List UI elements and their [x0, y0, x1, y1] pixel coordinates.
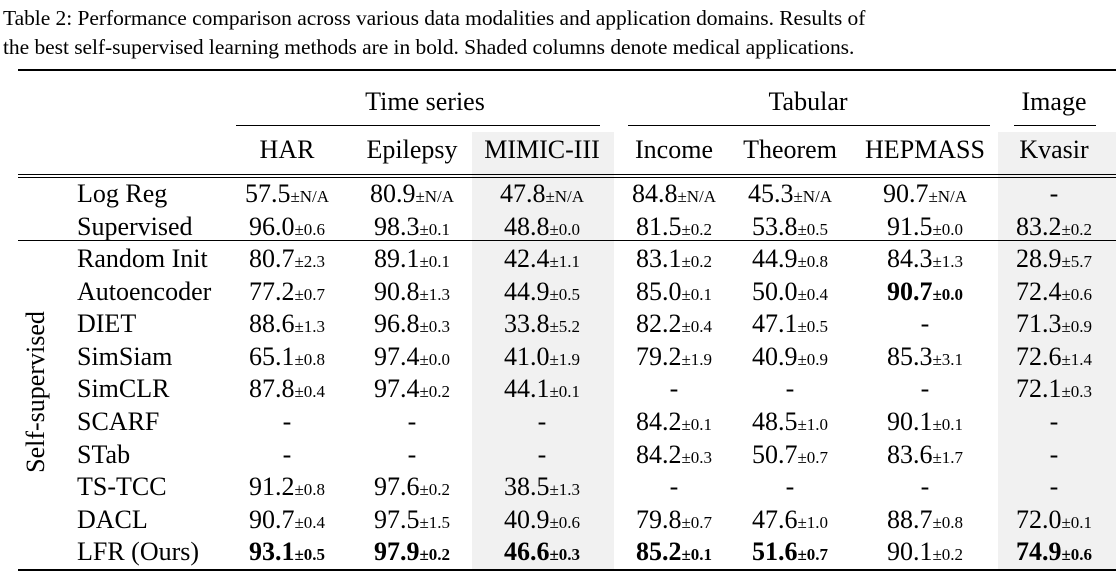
cell-std: ±0.2	[419, 545, 451, 564]
cell-value: -	[407, 407, 417, 436]
table-cell	[636, 243, 712, 278]
cell-std: ±0.3	[419, 317, 451, 336]
table-cell	[887, 341, 963, 376]
cell-value: -	[785, 374, 795, 403]
table-cell	[1050, 406, 1059, 438]
cell-std: ±0.5	[549, 285, 581, 304]
table-cell	[249, 308, 325, 343]
cell-value: 47.6	[751, 505, 798, 534]
table-cell	[408, 439, 417, 471]
table-cell	[374, 243, 450, 278]
table-cell	[249, 471, 325, 506]
table-cell	[887, 536, 963, 571]
cell-value: 79.2	[635, 342, 682, 371]
group-rule-time-series	[236, 125, 600, 126]
table-cell	[504, 536, 580, 571]
table-cell	[504, 211, 580, 246]
cell-std: ±1.3	[932, 252, 964, 271]
cell-std: ±0.7	[797, 448, 829, 467]
table-cell	[636, 439, 712, 474]
table-cell	[752, 276, 828, 311]
cell-std: ±0.1	[549, 382, 581, 401]
cell-value: 88.6	[248, 309, 295, 338]
row-label: Autoencoder	[77, 277, 212, 306]
table-cell	[748, 178, 832, 213]
cell-value: 89.1	[373, 244, 420, 273]
table-cell	[1016, 373, 1092, 408]
table-cell	[752, 439, 828, 474]
column-header-hepmass: HEPMASS	[865, 135, 985, 164]
cell-std: ±0.6	[549, 513, 581, 532]
cell-std: ±0.2	[419, 382, 451, 401]
cell-value: 81.5	[635, 212, 682, 241]
cell-value: -	[407, 440, 417, 469]
table-cell	[374, 504, 450, 539]
cell-value: 82.2	[635, 309, 682, 338]
cell-value: 44.9	[503, 277, 550, 306]
cell-value: -	[1049, 179, 1059, 208]
cell-value: 47.1	[751, 309, 798, 338]
table-cell	[752, 406, 828, 441]
cell-std: ±1.1	[549, 252, 581, 271]
cell-value: 84.2	[635, 440, 682, 469]
table-cell	[786, 373, 795, 405]
column-header-epilepsy: Epilepsy	[366, 135, 458, 164]
cell-value: 83.6	[886, 440, 933, 469]
cell-value: 84.8	[631, 179, 678, 208]
table-cell	[636, 341, 712, 376]
table-cell	[249, 276, 325, 311]
cell-std: ±0.4	[797, 285, 829, 304]
cell-std: ±1.9	[681, 350, 713, 369]
cell-value: -	[669, 472, 679, 501]
cell-std: ±0.4	[294, 382, 326, 401]
cell-value: 44.1	[503, 374, 550, 403]
table-cell	[636, 211, 712, 246]
table-cell	[752, 243, 828, 278]
cell-std: ±0.1	[681, 415, 713, 434]
table-cell	[1016, 341, 1092, 376]
cell-std: ±0.7	[797, 545, 829, 564]
cell-std: ±0.1	[419, 220, 451, 239]
table-cell	[1016, 211, 1092, 246]
cell-std: ±0.2	[419, 480, 451, 499]
cell-std: ±0.0	[419, 350, 451, 369]
table-cell	[1016, 243, 1092, 278]
cell-value: 90.1	[886, 407, 933, 436]
cell-value: 97.4	[373, 342, 420, 371]
cell-value: 28.9	[1015, 244, 1062, 273]
table-cell	[374, 308, 450, 343]
cell-value: 53.8	[751, 212, 798, 241]
cell-value: 91.5	[886, 212, 933, 241]
table-cell	[670, 471, 679, 503]
table-cell	[504, 373, 580, 408]
cell-std: ±1.4	[1061, 350, 1093, 369]
cell-std: ±0.1	[681, 545, 713, 564]
table-cell	[921, 471, 930, 503]
cell-value: 79.8	[635, 505, 682, 534]
table-cell	[887, 276, 963, 311]
cell-std: ±N/A	[290, 187, 330, 206]
cell-value: 85.0	[635, 277, 682, 306]
table-cell	[887, 439, 963, 474]
table-cell	[249, 504, 325, 539]
cell-std: ±0.0	[932, 285, 964, 304]
cell-value: 50.7	[751, 440, 798, 469]
cell-value: 40.9	[751, 342, 798, 371]
group-header-image: Image	[1021, 87, 1087, 116]
table-cell	[245, 178, 329, 213]
column-header-kvasir: Kvasir	[1019, 135, 1089, 164]
cell-std: ±0.9	[1061, 317, 1093, 336]
table-cell	[249, 373, 325, 408]
top-rule	[18, 69, 1116, 71]
cell-value: 47.8	[499, 179, 546, 208]
cell-std: ±0.4	[294, 513, 326, 532]
table-cell	[632, 178, 716, 213]
table-cell	[504, 243, 580, 278]
table-cell	[636, 504, 712, 539]
cell-value: 72.6	[1015, 342, 1062, 371]
cell-std: ±0.7	[681, 513, 713, 532]
cell-value: 98.3	[373, 212, 420, 241]
table-cell	[283, 406, 292, 438]
cell-value: 91.2	[248, 472, 295, 501]
row-label: LFR (Ours)	[77, 537, 200, 566]
cell-value: 51.6	[751, 537, 798, 566]
cell-value: 90.7	[248, 505, 295, 534]
row-label: Log Reg	[77, 179, 168, 208]
cell-value: 90.7	[882, 179, 929, 208]
table-cell	[887, 406, 963, 441]
table-cell	[752, 211, 828, 246]
cell-std: ±0.6	[1061, 545, 1093, 564]
cell-std: ±1.3	[419, 285, 451, 304]
cell-value: 97.4	[373, 374, 420, 403]
cell-std: ±0.6	[1061, 285, 1093, 304]
cell-std: ±N/A	[415, 187, 455, 206]
table-cell	[249, 536, 325, 571]
cell-std: ±1.3	[549, 480, 581, 499]
table-cell	[504, 276, 580, 311]
cell-std: ±0.7	[294, 285, 326, 304]
table-cell	[1050, 178, 1059, 210]
cell-value: -	[785, 472, 795, 501]
table-cell	[283, 439, 292, 471]
cell-std: ±0.8	[932, 513, 964, 532]
table-cell	[504, 471, 580, 506]
table-cell	[921, 373, 930, 405]
cell-value: 84.3	[886, 244, 933, 273]
cell-value: 40.9	[503, 505, 550, 534]
cell-std: ±3.1	[932, 350, 964, 369]
table-cell	[249, 341, 325, 376]
cell-value: 97.6	[373, 472, 420, 501]
cell-std: ±0.5	[797, 220, 829, 239]
cell-value: 45.3	[747, 179, 794, 208]
table-cell	[636, 406, 712, 441]
cell-value: -	[920, 472, 930, 501]
cell-value: 80.9	[369, 179, 416, 208]
cell-value: -	[1049, 407, 1059, 436]
row-label: Random Init	[77, 244, 208, 273]
caption-line-1: Table 2: Performance comparison across various data modalities and application domains. Results of	[3, 6, 866, 30]
cell-value: 87.8	[248, 374, 295, 403]
cell-value: 90.8	[373, 277, 420, 306]
cell-std: ±0.6	[294, 220, 326, 239]
cell-std: ±1.0	[797, 513, 829, 532]
cell-std: ±0.2	[1061, 220, 1093, 239]
group-rule-image	[1014, 125, 1096, 126]
cell-value: 97.5	[373, 505, 420, 534]
table-cell	[374, 471, 450, 506]
cell-value: 84.2	[635, 407, 682, 436]
column-header-theorem: Theorem	[743, 135, 837, 164]
cell-std: ±0.9	[797, 350, 829, 369]
table-cell	[670, 373, 679, 405]
cell-std: ±0.8	[797, 252, 829, 271]
cell-value: 85.2	[635, 537, 682, 566]
cell-value: -	[920, 374, 930, 403]
self-supervised-label: Self-supervised	[21, 311, 50, 473]
row-label: SCARF	[77, 407, 160, 436]
table-cell	[921, 308, 930, 340]
row-label: DACL	[77, 505, 148, 534]
cell-std: ±5.2	[549, 317, 581, 336]
cell-std: ±2.3	[294, 252, 326, 271]
cell-value: -	[537, 440, 547, 469]
column-header-mimic-iii: MIMIC-III	[484, 135, 600, 164]
table-cell	[374, 276, 450, 311]
cell-value: 57.5	[244, 179, 291, 208]
table-cell	[636, 308, 712, 343]
row-label: DIET	[77, 309, 137, 338]
cell-std: ±5.7	[1061, 252, 1093, 271]
cell-std: ±0.3	[681, 448, 713, 467]
table-cell	[408, 406, 417, 438]
group-header-tabular: Tabular	[768, 87, 848, 116]
table-cell	[636, 276, 712, 311]
table-cell	[374, 373, 450, 408]
table-cell	[1016, 536, 1092, 571]
cell-std: ±0.8	[294, 350, 326, 369]
cell-std: ±0.3	[549, 545, 581, 564]
table-cell	[370, 178, 454, 213]
table-cell	[752, 504, 828, 539]
table-cell	[374, 341, 450, 376]
row-label: SimSiam	[77, 342, 173, 371]
group-rule-tabular	[628, 125, 990, 126]
cell-value: 96.8	[373, 309, 420, 338]
cell-std: ±1.0	[797, 415, 829, 434]
cell-value: 97.9	[373, 537, 420, 566]
cell-value: 83.1	[635, 244, 682, 273]
table-cell	[887, 211, 963, 246]
column-header-income: Income	[635, 135, 713, 164]
table-cell	[887, 504, 963, 539]
cell-std: ±0.5	[294, 545, 326, 564]
cell-std: ±1.3	[294, 317, 326, 336]
cell-value: 72.1	[1015, 374, 1062, 403]
table-cell	[752, 536, 828, 571]
row-label: TS-TCC	[77, 472, 167, 501]
cell-std: ±0.1	[419, 252, 451, 271]
cell-value: 77.2	[248, 277, 295, 306]
cell-value: 33.8	[503, 309, 550, 338]
row-label: STab	[77, 440, 131, 469]
row-label: SimCLR	[77, 374, 170, 403]
cell-value: 83.2	[1015, 212, 1062, 241]
cell-value: -	[1049, 440, 1059, 469]
cell-value: -	[1049, 472, 1059, 501]
cell-std: ±0.2	[681, 220, 713, 239]
table-cell	[1050, 439, 1059, 471]
cell-value: 48.8	[503, 212, 550, 241]
cell-std: ±N/A	[677, 187, 717, 206]
cell-value: 41.0	[503, 342, 550, 371]
cell-std: ±0.3	[1061, 382, 1093, 401]
caption-line-2: the best self-supervised learning methods are in bold. Shaded columns denote medical applications.	[3, 35, 855, 59]
group-header-time-series: Time series	[365, 87, 485, 116]
table-cell	[504, 341, 580, 376]
cell-value: 71.3	[1015, 309, 1062, 338]
column-header-har: HAR	[259, 135, 315, 164]
cell-value: 93.1	[248, 537, 295, 566]
table-cell	[249, 243, 325, 278]
row-label: Supervised	[77, 212, 193, 241]
cell-std: ±0.2	[681, 252, 713, 271]
cell-value: -	[282, 407, 292, 436]
table-cell	[1016, 276, 1092, 311]
table-cell	[249, 211, 325, 246]
table-cell	[887, 243, 963, 278]
cell-value: 44.9	[751, 244, 798, 273]
cell-value: 48.5	[751, 407, 798, 436]
cell-std: ±0.1	[932, 415, 964, 434]
table-cell	[374, 211, 450, 246]
table-cell	[504, 308, 580, 343]
cell-value: 88.7	[886, 505, 933, 534]
cell-std: ±0.1	[1061, 513, 1093, 532]
table-cell	[786, 471, 795, 503]
table-cell	[1050, 471, 1059, 503]
cell-value: 74.9	[1015, 537, 1062, 566]
cell-std: ±0.0	[932, 220, 964, 239]
table-cell	[538, 406, 547, 438]
cell-std: ±1.9	[549, 350, 581, 369]
cell-std: ±N/A	[545, 187, 585, 206]
cell-value: 90.7	[886, 277, 933, 306]
cell-value: 72.0	[1015, 505, 1062, 534]
cell-std: ±0.2	[932, 545, 964, 564]
cell-std: ±0.5	[797, 317, 829, 336]
table-cell	[883, 178, 967, 213]
cell-value: -	[282, 440, 292, 469]
cell-std: ±0.4	[681, 317, 713, 336]
cell-value: -	[537, 407, 547, 436]
table-cell	[1016, 504, 1092, 539]
cell-std: ±0.8	[294, 480, 326, 499]
header-rule	[18, 174, 1116, 175]
table-cell	[752, 308, 828, 343]
cell-std: ±N/A	[928, 187, 968, 206]
cell-value: 96.0	[248, 212, 295, 241]
cell-value: -	[920, 309, 930, 338]
cell-std: ±1.7	[932, 448, 964, 467]
cell-std: ±0.1	[681, 285, 713, 304]
cell-value: 72.4	[1015, 277, 1062, 306]
cell-std: ±N/A	[793, 187, 833, 206]
cell-value: 80.7	[248, 244, 295, 273]
cell-value: 38.5	[503, 472, 550, 501]
cell-value: 42.4	[503, 244, 550, 273]
cell-value: -	[669, 374, 679, 403]
table-cell	[1016, 308, 1092, 343]
table-cell	[752, 341, 828, 376]
cell-value: 90.1	[886, 537, 933, 566]
cell-std: ±1.5	[419, 513, 451, 532]
cell-value: 85.3	[886, 342, 933, 371]
table-cell	[538, 439, 547, 471]
table-cell	[636, 536, 712, 571]
cell-value: 65.1	[248, 342, 295, 371]
cell-value: 46.6	[503, 537, 550, 566]
table-cell	[504, 504, 580, 539]
table-cell	[500, 178, 584, 213]
cell-value: 50.0	[751, 277, 798, 306]
cell-std: ±0.0	[549, 220, 581, 239]
table-cell	[374, 536, 450, 571]
